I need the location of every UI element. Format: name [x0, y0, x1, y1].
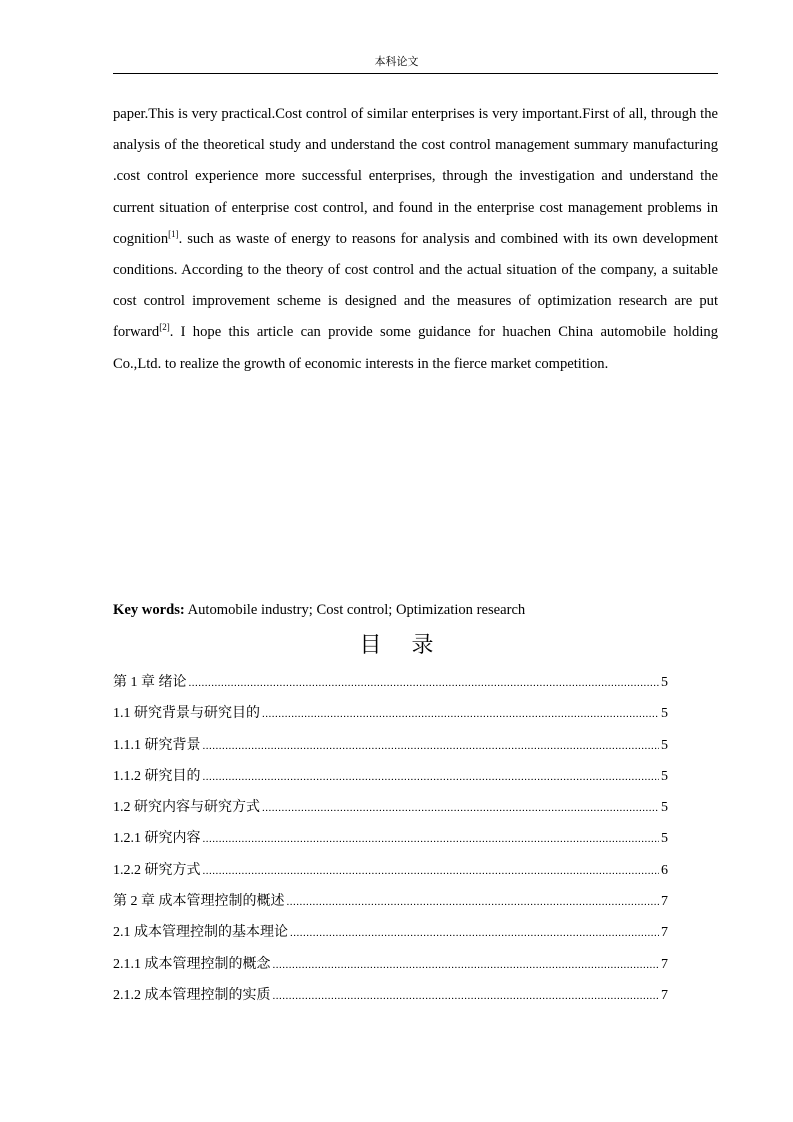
toc-entry-label: 2.1.2 成本管理控制的实质: [113, 987, 271, 1003]
toc-dot-leader: [287, 891, 660, 913]
toc-entry[interactable]: [113, 828, 668, 859]
toc-entry[interactable]: [113, 891, 668, 922]
toc-entry-page: 7: [661, 894, 668, 910]
toc-entry-label: 第 2 章 成本管理控制的概述: [113, 894, 285, 910]
keywords: [113, 600, 718, 620]
toc-dot-leader: [273, 985, 660, 1007]
toc-entry-page: 5: [661, 768, 668, 784]
toc-entry-label: 2.1.1 成本管理控制的概念: [113, 956, 271, 972]
toc-entry[interactable]: [113, 922, 668, 953]
toc-title: 目录: [359, 633, 464, 658]
toc-entry[interactable]: [113, 703, 668, 734]
toc-entry-label: 1.1.2 研究目的: [113, 768, 201, 784]
toc-dot-leader: [290, 922, 659, 944]
toc-entry[interactable]: [113, 766, 668, 797]
toc-dot-leader: [203, 735, 660, 757]
citation-2[interactable]: [2]: [159, 322, 170, 333]
toc-entry[interactable]: [113, 860, 668, 891]
toc-entry-label: 1.1.1 研究背景: [113, 737, 201, 753]
toc-dot-leader: [203, 766, 660, 788]
keywords-label: Key words:: [113, 602, 185, 618]
toc-dot-leader: [203, 828, 660, 850]
page-header: 本科论文: [374, 56, 419, 68]
toc-entry-page: 7: [661, 956, 668, 972]
table-of-contents: [113, 672, 668, 1016]
toc-entry[interactable]: [113, 985, 668, 1016]
keywords-text: Automobile industry; Cost control; Optimization research: [184, 602, 526, 618]
header-rule: [113, 73, 718, 74]
toc-dot-leader: [262, 797, 659, 819]
toc-entry-label: 2.1 成本管理控制的基本理论: [113, 925, 288, 941]
citation-1[interactable]: [1]: [168, 228, 179, 239]
toc-entry-label: 1.2.2 研究方式: [113, 862, 201, 878]
toc-entry-page: 6: [661, 862, 668, 878]
toc-entry-page: 5: [661, 706, 668, 722]
toc-entry[interactable]: [113, 954, 668, 985]
toc-entry-page: 5: [661, 831, 668, 847]
toc-entry-label: 第 1 章 绪论: [113, 675, 187, 690]
abstract-paragraph: [113, 99, 718, 380]
abstract-text: . I hope this article can provide some guidance for huachen China automobile holding Co.,Ltd. to realize the growth of economic interests in the fierce market competition.: [113, 324, 718, 372]
toc-entry-page: 5: [661, 737, 668, 753]
abstract-text: . such as waste of energy to reasons for analysis and combined with its own development conditions. According to the theory of cost control and the actual situation of the company, a suitable cost control improvement scheme is designed and the measures of optimization research are put forward: [113, 230, 718, 341]
toc-entry-page: 5: [661, 800, 668, 816]
toc-entry-label: 1.1 研究背景与研究目的: [113, 706, 260, 722]
toc-entry-page: 5: [661, 675, 668, 690]
toc-dot-leader: [203, 860, 660, 882]
toc-entry-page: 7: [661, 987, 668, 1003]
toc-entry-label: 1.2 研究内容与研究方式: [113, 800, 260, 816]
toc-entry-label: 1.2.1 研究内容: [113, 831, 201, 847]
toc-entry-page: 7: [661, 925, 668, 941]
toc-dot-leader: [262, 703, 659, 725]
toc-entry[interactable]: [113, 735, 668, 766]
abstract-text: paper.This is very practical.Cost control of similar enterprises is very important.First of all, through the analysis of the theoretical study and understand the cost control management summary manufacturing .cost control experience more successful enterprises, through the investigation and understand the current situation of enterprise cost control, and found in the enterprise cost management problems in cognition: [113, 106, 718, 247]
toc-dot-leader: [189, 672, 660, 694]
toc-dot-leader: [273, 954, 660, 976]
toc-entry[interactable]: [113, 797, 668, 828]
toc-entry[interactable]: [113, 672, 668, 703]
